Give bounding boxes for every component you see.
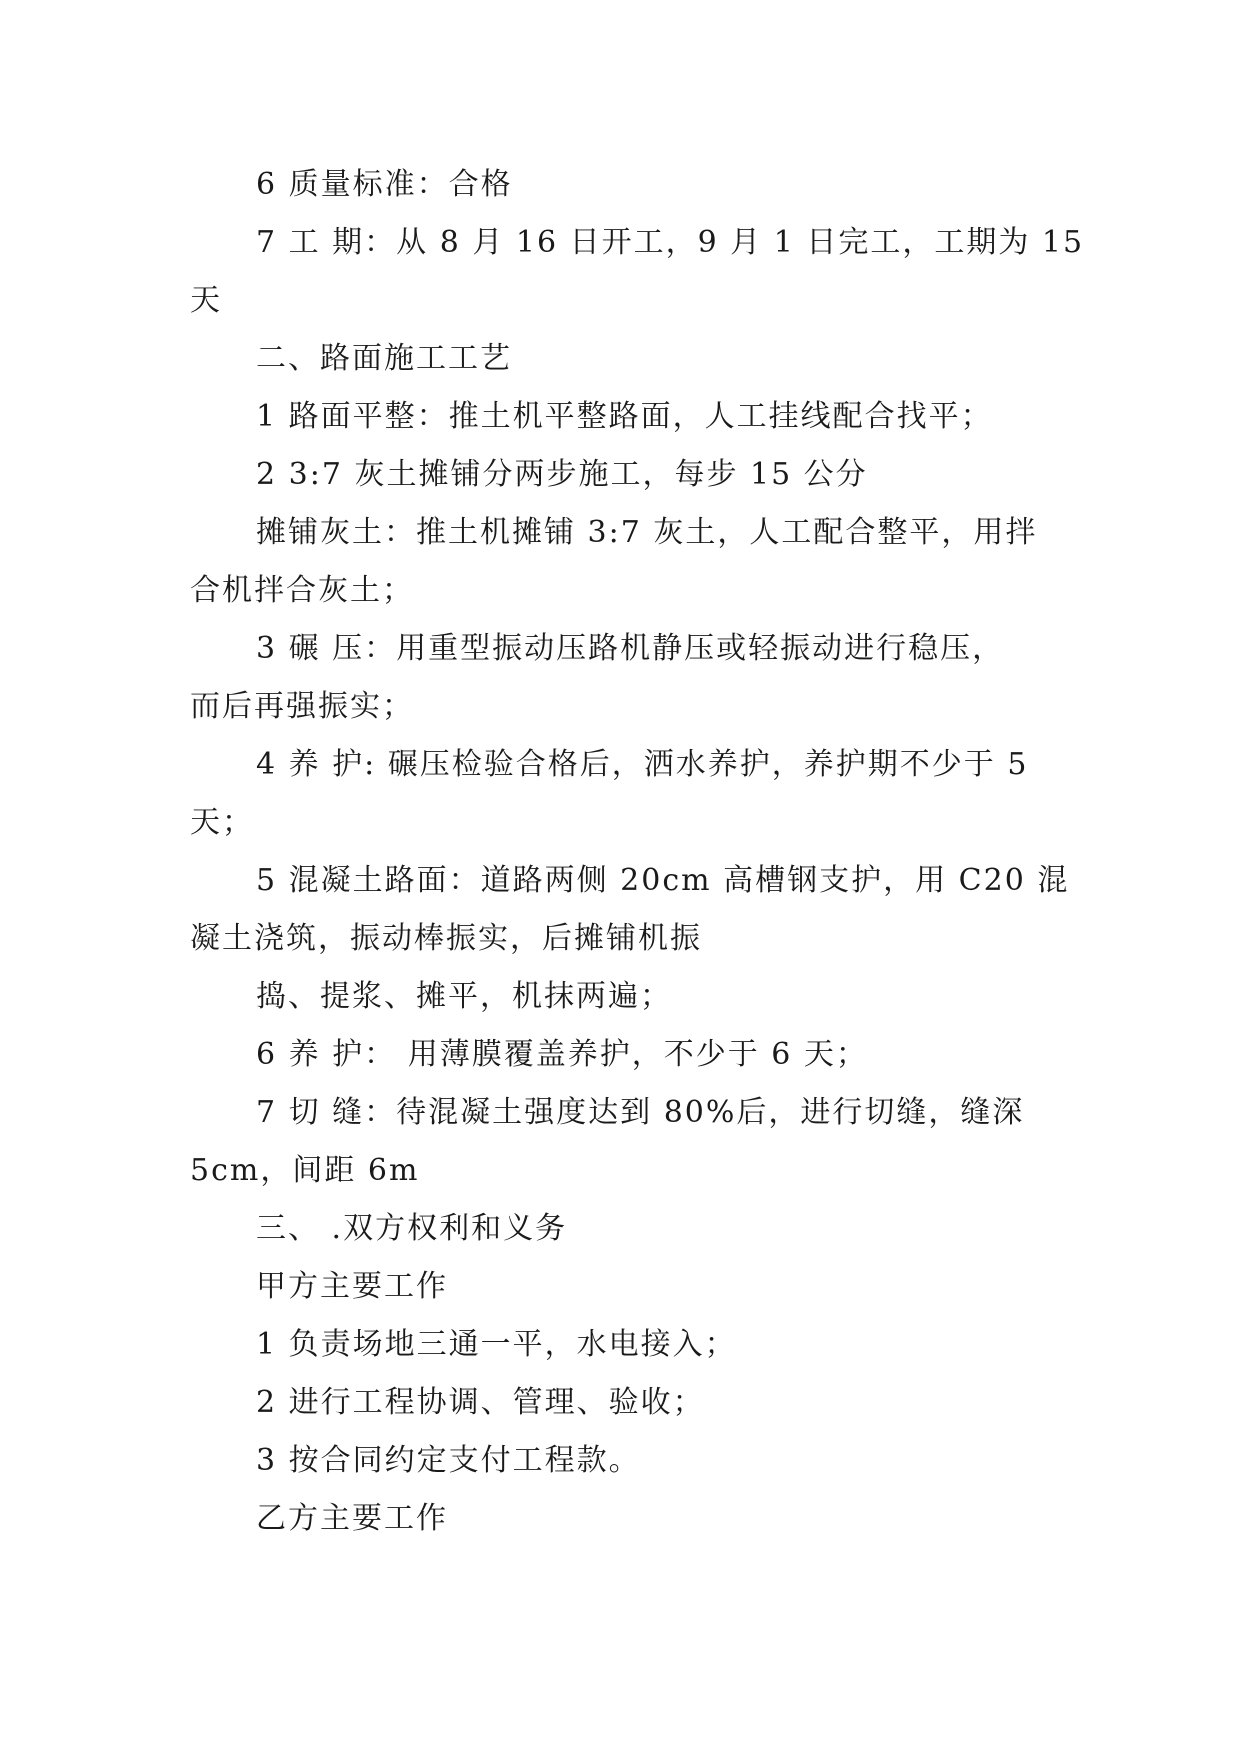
subheading-party-b: 乙方主要工作 bbox=[256, 1501, 448, 1536]
text-line-party-a-1: 1 负责场地三通一平，水电接入； bbox=[256, 1327, 737, 1362]
text-line-spreading: 摊铺灰土：推土机摊铺 3:7 灰土，人工配合整平，用拌 bbox=[256, 515, 1038, 550]
text-line-schedule-cont: 天 bbox=[190, 283, 222, 318]
text-line-rolling-cont: 而后再强振实； bbox=[190, 689, 414, 724]
text-line-schedule: 7 工 期：从 8 月 16 日开工，9 月 1 日完工，工期为 15 bbox=[256, 225, 1085, 260]
text-line-concrete-cont: 凝土浇筑，振动棒振实，后摊铺机振 bbox=[190, 921, 702, 956]
text-line-spreading-cont: 合机拌合灰土； bbox=[190, 573, 414, 608]
text-line-party-a-3: 3 按合同约定支付工程款。 bbox=[256, 1443, 641, 1478]
text-line-concrete: 5 混凝土路面：道路两侧 20cm 高槽钢支护，用 C20 混 bbox=[256, 863, 1070, 898]
text-line-party-a-2: 2 进行工程协调、管理、验收； bbox=[256, 1385, 705, 1420]
section-heading-rights: 三、 .双方权利和义务 bbox=[256, 1211, 568, 1246]
text-line-curing: 4 养 护: 碾压检验合格后，洒水养护，养护期不少于 5 bbox=[256, 747, 1029, 782]
text-line-quality-standard: 6 质量标准：合格 bbox=[256, 167, 513, 202]
document-body bbox=[190, 156, 1085, 1548]
text-line-joint-cutting-cont: 5cm，间距 6m bbox=[190, 1153, 420, 1188]
section-heading-road-process: 二、路面施工工艺 bbox=[256, 341, 512, 376]
text-line-curing-cont: 天； bbox=[190, 805, 254, 840]
text-line-lime-soil: 2 3:7 灰土摊铺分两步施工，每步 15 公分 bbox=[256, 457, 868, 492]
text-line-film-curing: 6 养 护： 用薄膜覆盖养护，不少于 6 天； bbox=[256, 1037, 868, 1072]
subheading-party-a: 甲方主要工作 bbox=[256, 1269, 448, 1304]
text-line-joint-cutting: 7 切 缝：待混凝土强度达到 80%后，进行切缝，缝深 bbox=[256, 1095, 1025, 1130]
text-line-concrete-cont2: 捣、提浆、摊平，机抹两遍； bbox=[256, 979, 672, 1014]
text-line-rolling: 3 碾 压：用重型振动压路机静压或轻振动进行稳压， bbox=[256, 631, 1005, 666]
text-line-leveling: 1 路面平整：推土机平整路面，人工挂线配合找平； bbox=[256, 399, 993, 434]
